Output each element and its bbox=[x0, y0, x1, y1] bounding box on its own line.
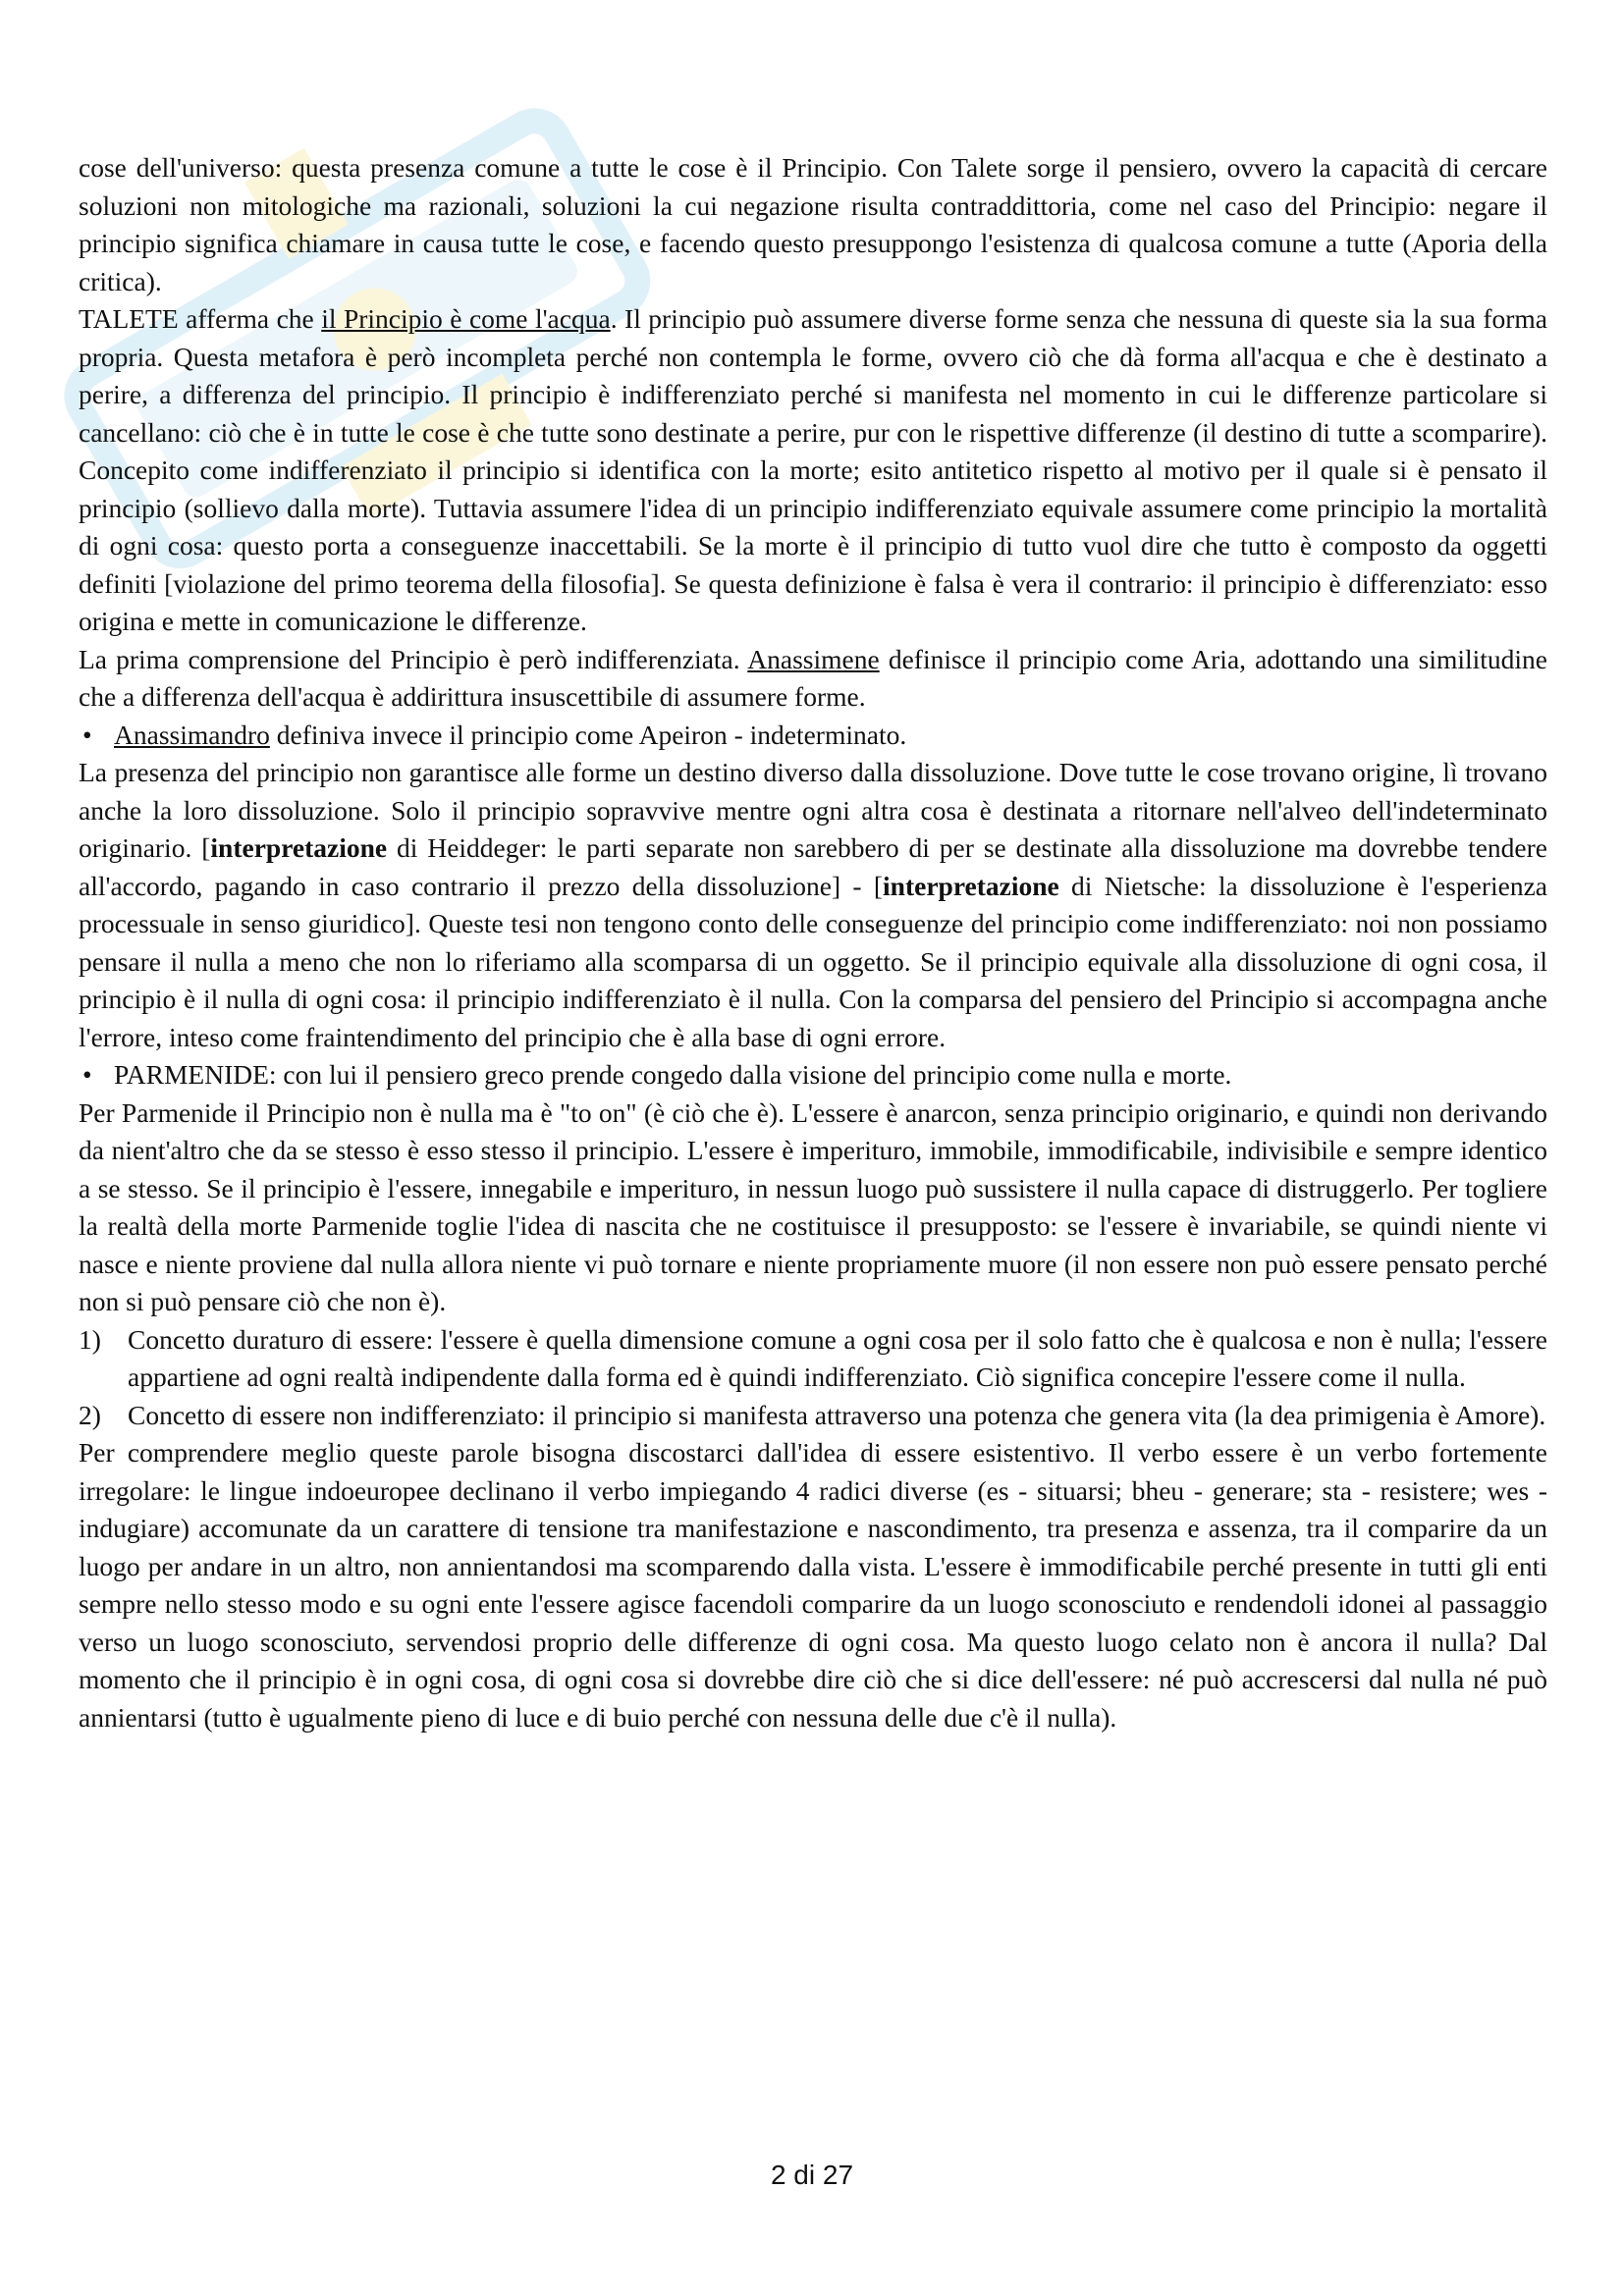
text-segment: . Il principio può assumere diverse forme senza che nessuna di queste sia la sua forma propria. Questa metafora è però incompleta perché non contempla le forme, ovvero ciò che dà forma all'acqua e che è destinato a perire, a differenza del principio. Il principio è indifferenziato perché si manifesta nel momento in cui le differenze particolare si cancellano: ciò che è in tutte le cose è che tutte sono destinate a perire, pur con le rispettive differenze (il destino di tutte a scomparire). Concepito come indifferenziato il principio si identifica con la morte; esito antitetico rispetto al motivo per il quale si è pensato il principio (sollievo dalla morte). Tuttavia assumere l'idea di un principio indifferenziato equivale assumere come principio la mortalità di ogni cosa: questo porta a conseguenze inaccettabili. Se la morte è il principio di tutto vuol dire che tutto è composto da oggetti definiti [violazione del primo teorema della filosofia]. Se questa definizione è falsa è vera il contrario: il principio è differenziato: esso origina e mette in comunicazione le differenze. bbox=[79, 303, 1547, 636]
paragraph-dissoluzione bbox=[79, 754, 1547, 1056]
underlined-name: Anassimandro bbox=[114, 719, 270, 750]
text-segment: di Nietsche: la dissoluzione è l'esperienza processuale in senso giuridico]. Queste tesi non tengono conto delle conseguenze del principio come indifferenziato: noi non possiamo pensare il nulla a meno che non lo riferiamo alla scomparsa di un oggetto. Se il principio equivale alla dissoluzione di ogni cosa, il principio è il nulla di ogni cosa: il principio indifferenziato è il nulla. Con la comparsa del pensiero del Principio si accompagna anche l'errore, inteso come fraintendimento del principio che è alla base di ogni errore. bbox=[79, 870, 1547, 1052]
document-body bbox=[79, 149, 1547, 1736]
text-segment: PARMENIDE: con lui il pensiero greco prende congedo dalla visione del principio come nulla e morte. bbox=[114, 1059, 1232, 1090]
text-segment: TALETE afferma che bbox=[79, 303, 322, 334]
text-segment: definiva invece il principio come Apeiron - indeterminato. bbox=[269, 719, 907, 750]
text-segment: definisce il principio come Aria, adottando una similitudine che a differenza dell'acqua è addirittura insuscettibile di assumere forme. bbox=[79, 643, 1548, 712]
numbered-item-2 bbox=[79, 1397, 1547, 1435]
paragraph-intro: cose dell'universo: questa presenza comune a tutte le cose è il Principio. Con Talete sorge il pensiero, ovvero la capacità di cercare soluzioni non mitologiche ma razionali, soluzioni la cui negazione risulta contraddittoria, come nel caso del Principio: negare il principio significa chiamare in causa tutte le cose, e facendo questo presuppongo l'esistenza di qualcosa comune a tutte (Aporia della critica). bbox=[79, 152, 1547, 296]
text-segment: La prima comprensione del Principio è però indifferenziata. bbox=[79, 643, 748, 674]
text-segment: Concetto duraturo di essere: l'essere è quella dimensione comune a ogni cosa per il solo fatto che è qualcosa e non è nulla; l'essere appartiene ad ogni realtà indipendente dalla forma ed è quindi indifferenziato. Ciò significa concepire l'essere come il nulla. bbox=[128, 1323, 1547, 1392]
text-segment: di Heiddeger: le parti separate non sarebbero di per se destinate alla dissoluzione ma dovrebbe tendere all'accordo, pagando in caso contrario il prezzo della dissoluzione] - [ bbox=[79, 832, 1547, 901]
paragraph-parmenide: Per Parmenide il Principio non è nulla ma è "to on" (è ciò che è). L'essere è anarcon, senza principio originario, e quindi non derivando da nient'altro che da se stesso è esso stesso il principio. L'essere è imperituro, immobile, immodificabile, indivisibile e sempre identico a se stesso. Se il principio è l'essere, innegabile e imperituro, in nessun luogo può sussistere il nulla capace di distruggerlo. Per togliere la realtà della morte Parmenide toglie l'idea di nascita che ne costituisce il presupposto: se l'essere è invariabile, se quindi niente vi nasce e niente proviene dal nulla allora niente vi può tornare e niente propriamente muore (il non essere non può essere pensato perché non si può pensare ciò che non è). bbox=[79, 1096, 1547, 1316]
text-segment: La presenza del principio non garantisce alle forme un destino diverso dalla dissoluzione. Dove tutte le cose trovano origine, lì trovano anche la loro dissoluzione. Solo il principio sopravvive mentre ogni altra cosa è destinata a ritornare nell'alveo dell'indeterminato originario. [ bbox=[79, 757, 1547, 863]
bold-term: interpretazione bbox=[210, 832, 388, 863]
paragraph-anassimene bbox=[79, 641, 1547, 717]
text-segment: Concetto di essere non indifferenziato: il principio si manifesta attraverso una potenza che genera vita (la dea primigenia è Amore). bbox=[128, 1399, 1546, 1430]
bold-term: interpretazione bbox=[883, 870, 1059, 901]
paragraph-talete bbox=[79, 300, 1547, 641]
item-number: 2) bbox=[79, 1399, 101, 1430]
bullet-item-anassimandro bbox=[79, 717, 1547, 755]
item-number: 1) bbox=[79, 1323, 101, 1355]
bullet-icon: • bbox=[82, 719, 92, 750]
bullet-icon: • bbox=[82, 1059, 92, 1090]
page-number: 2 di 27 bbox=[770, 2160, 854, 2190]
paragraph-essere: Per comprendere meglio queste parole bisogna discostarci dall'idea di essere esistentivo. Il verbo essere è un verbo fortemente irregolare: le lingue indoeuropee declinano il verbo impiegando 4 radici diverse (es - situarsi; bheu - generare; sta - resistere; wes - indugiare) accomunate da un carattere di tensione tra manifestazione e nascondimento, tra presenza e assenza, tra il comparire da un luogo per andare in un altro, non annientandosi ma scomparendo dalla vista. L'essere è immodificabile perché presente in tutti gli enti sempre nello stesso modo e su ogni ente l'essere agisce facendoli comparire da un luogo sconosciuto e rendendoli idonei al passaggio verso un luogo sconosciuto, servendosi proprio delle differenze di ogni cosa. Ma questo luogo celato non è ancora il nulla? Dal momento che il principio è in ogni cosa, di ogni cosa si dovrebbe dire ciò che si dice dell'essere: né può accrescersi dal nulla né può annientarsi (tutto è ugualmente pieno di luce e di buio perché con nessuna delle due c'è il nulla). bbox=[79, 1437, 1547, 1733]
underlined-name: Anassimene bbox=[747, 643, 880, 674]
numbered-item-1 bbox=[79, 1321, 1547, 1397]
underlined-phrase: il Principio è come l'acqua bbox=[321, 303, 611, 334]
bullet-item-parmenide bbox=[79, 1056, 1547, 1095]
